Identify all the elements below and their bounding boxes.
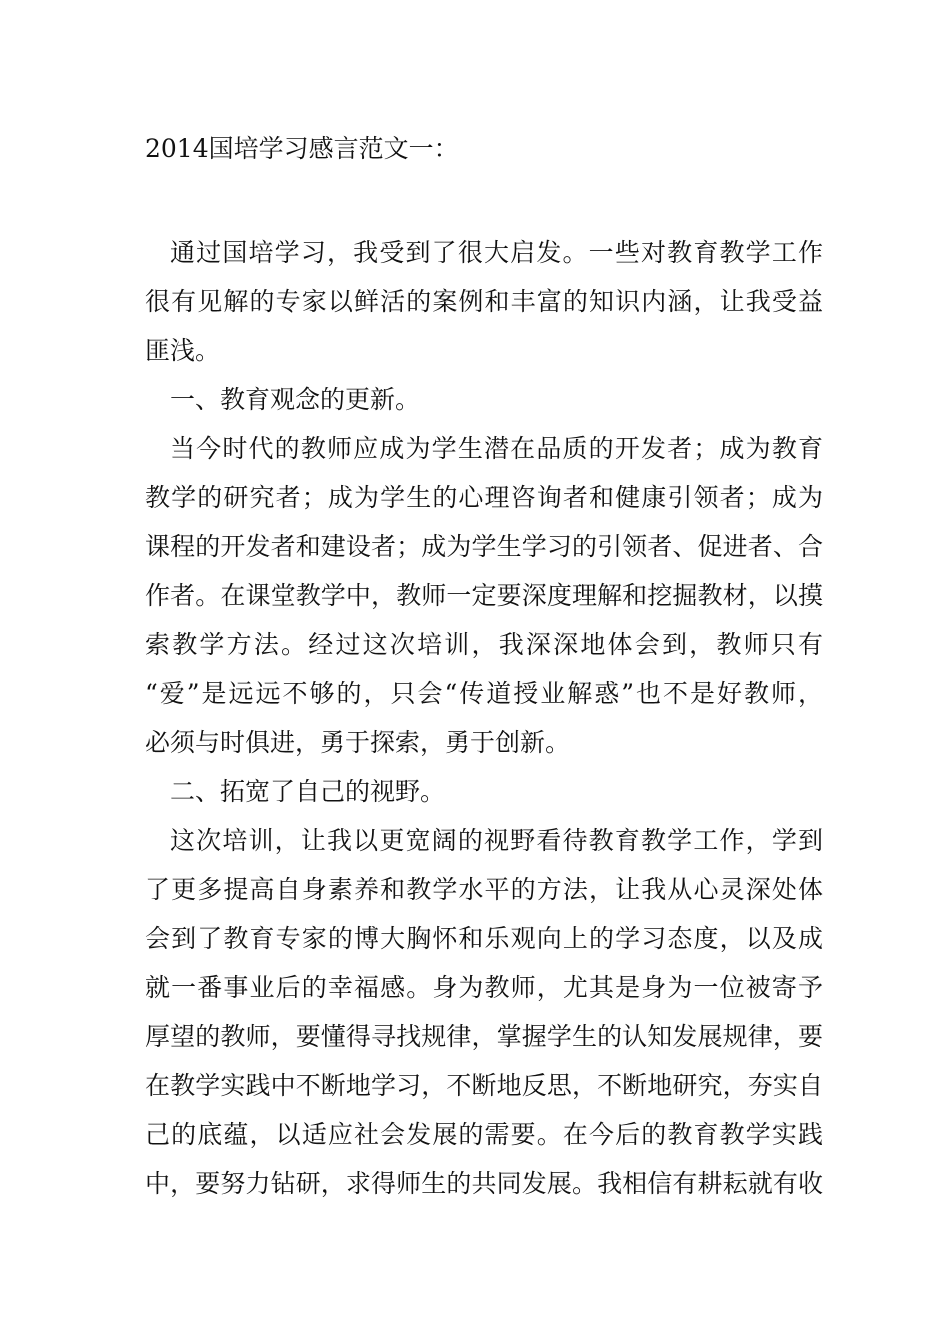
text-line: 匪浅。 <box>145 336 221 365</box>
text-line: 了更多提高自身素养和教学水平的方法，让我从心灵深处体 <box>145 875 823 904</box>
text-line: 这次培训，让我以更宽阔的视野看待教育教学工作，学到 <box>170 826 823 855</box>
text-line: 教学的研究者；成为学生的心理咨询者和健康引领者；成为 <box>145 483 823 512</box>
text-line: 作者。在课堂教学中，教师一定要深度理解和挖掘教材，以摸 <box>145 581 823 610</box>
text-line: 课程的开发者和建设者；成为学生学习的引领者、促进者、合 <box>145 532 823 561</box>
text-line: 通过国培学习，我受到了很大启发。一些对教育教学工作 <box>170 238 823 267</box>
text-line: 就一番事业后的幸福感。身为教师，尤其是身为一位被寄予 <box>145 973 823 1002</box>
text-line: 二、拓宽了自己的视野。 <box>170 777 446 806</box>
text-line: 中，要努力钻研，求得师生的共同发展。我相信有耕耘就有收 <box>145 1169 823 1198</box>
text-line: 必须与时俱进，勇于探索，勇于创新。 <box>145 728 571 757</box>
document-body <box>145 228 823 1208</box>
text-line: 厚望的教师，要懂得寻找规律，掌握学生的认知发展规律，要 <box>145 1022 823 1051</box>
text-line: 很有见解的专家以鲜活的案例和丰富的知识内涵，让我受益 <box>145 287 823 316</box>
text-line: 会到了教育专家的博大胸怀和乐观向上的学习态度，以及成 <box>145 924 823 953</box>
document-title: 2014国培学习感言范文一： <box>145 134 459 163</box>
text-line: 在教学实践中不断地学习，不断地反思，不断地研究，夯实自 <box>145 1071 823 1100</box>
text-line: 当今时代的教师应成为学生潜在品质的开发者；成为教育 <box>170 434 823 463</box>
text-line: 一、教育观念的更新。 <box>170 385 421 414</box>
text-line: 己的底蕴，以适应社会发展的需要。在今后的教育教学实践 <box>145 1120 823 1149</box>
text-line: 索教学方法。经过这次培训，我深深地体会到，教师只有 <box>145 630 823 659</box>
text-line: “爱”是远远不够的，只会“传道授业解惑”也不是好教师， <box>145 679 823 708</box>
